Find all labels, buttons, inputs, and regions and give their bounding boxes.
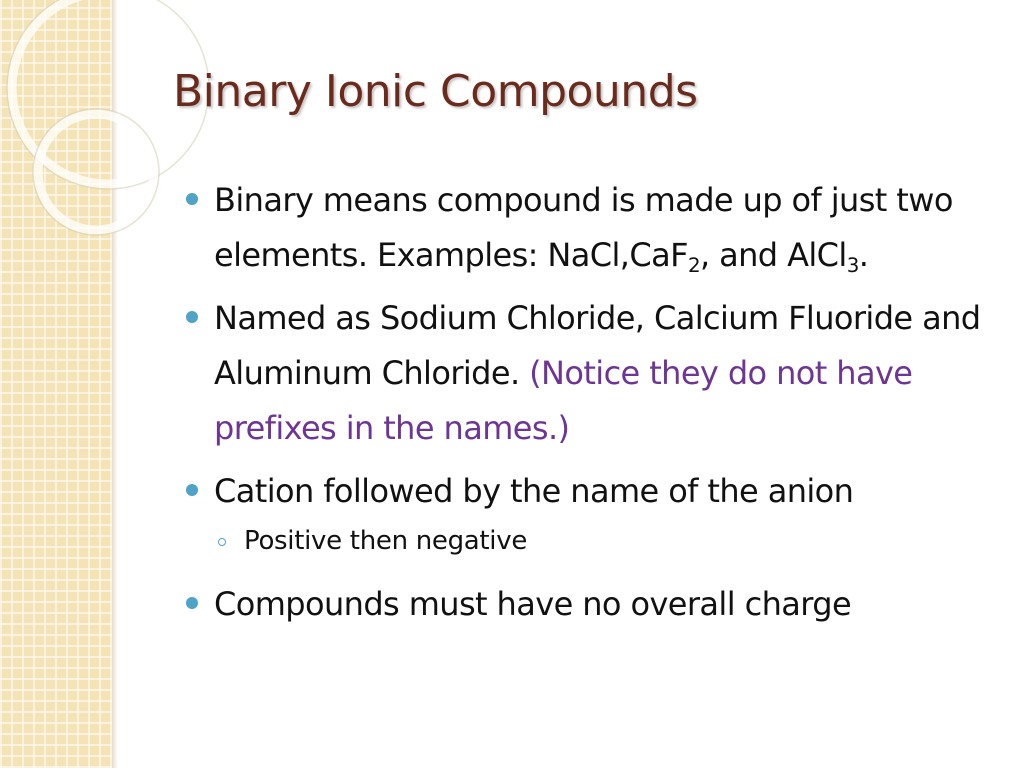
bullet-item-binary	[184, 173, 984, 283]
sub-bullet-ring-icon	[218, 538, 226, 546]
bullet-item-charge	[184, 577, 984, 632]
bullet-text: Compounds must have no overall charge	[214, 585, 852, 623]
subscript: 2	[687, 253, 700, 277]
bullet-text: .	[858, 236, 869, 274]
bullet-item-cation	[184, 464, 984, 519]
notice-text: (Notice they do not have prefixes in the names.)	[214, 354, 913, 447]
bullet-text: Binary means compound is made up of just two elements. Examples: NaCl,CaF	[214, 181, 953, 274]
bullet-dot-icon	[186, 193, 198, 205]
bullet-dot-icon	[186, 484, 198, 496]
bullet-list	[184, 173, 984, 632]
bullet-dot-icon	[186, 311, 198, 323]
subscript: 3	[846, 253, 859, 277]
bullet-dot-icon	[186, 597, 198, 609]
slide-title: Binary Ionic Compounds	[173, 66, 698, 117]
sub-bullet-text: Positive then negative	[244, 526, 528, 556]
bullet-text: Cation followed by the name of the anion	[214, 472, 854, 510]
bullet-text: , and AlCl	[699, 236, 847, 274]
bullet-item-naming	[184, 291, 984, 456]
sub-bullet-item	[184, 519, 984, 563]
bullet-text: Named as Sodium Chloride, Calcium Fluoride and Aluminum Chloride.	[214, 299, 981, 392]
